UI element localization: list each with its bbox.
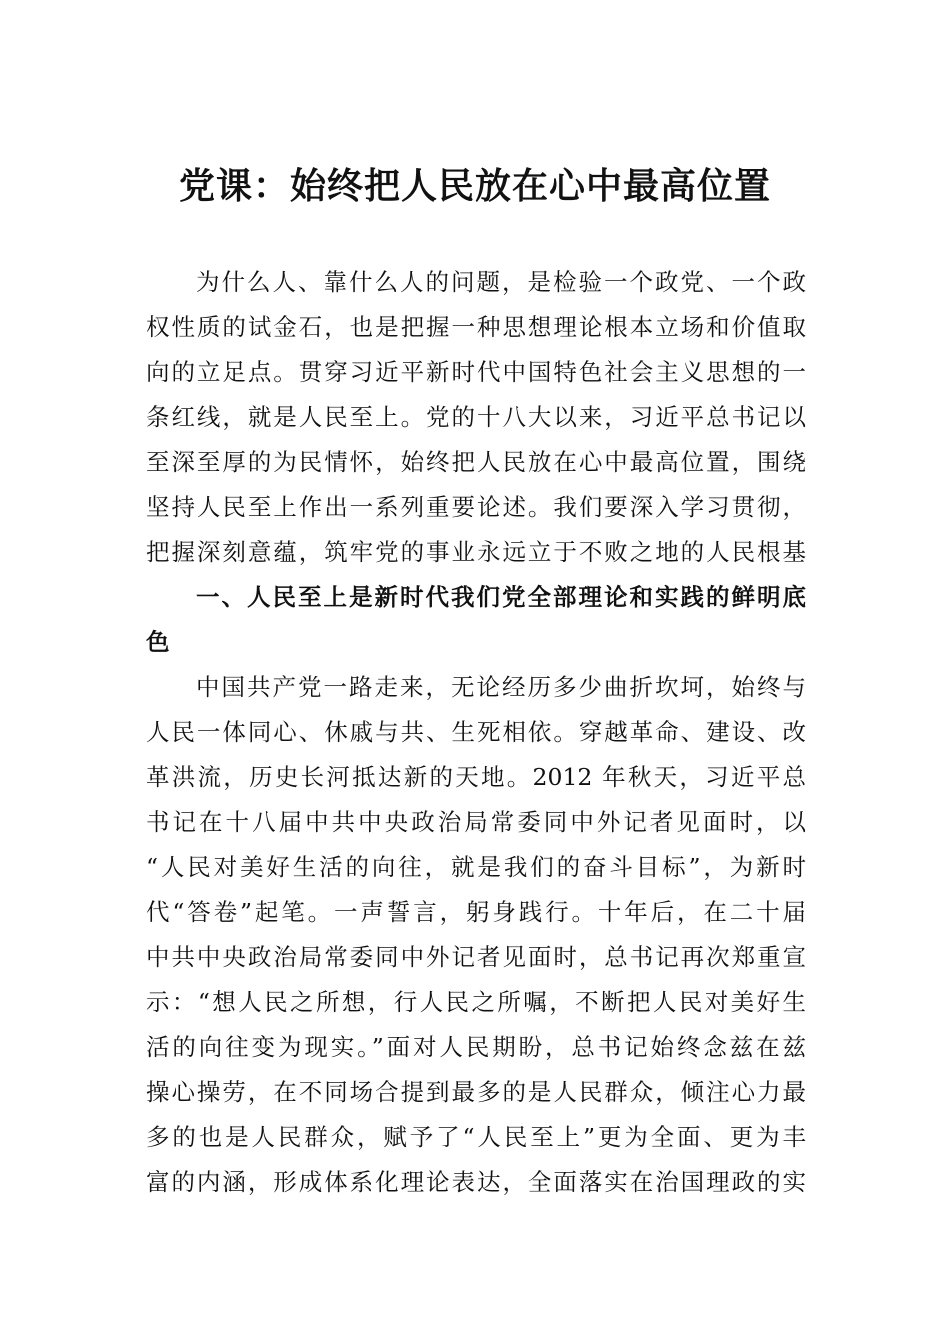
section-heading [146, 575, 806, 665]
text-line: 把握深刻意蕴，筑牢党的事业永远立于不败之地的人民根基 [146, 538, 806, 566]
heading-line: 色 [146, 628, 170, 656]
text-line: 革洪流，历史长河抵达新的天地。2012 年秋天，习近平总 [146, 763, 806, 791]
text-line: 权性质的试金石，也是把握一种思想理论根本立场和价值取 [146, 313, 806, 341]
text-line: 中国共产党一路走来，无论经历多少曲折坎坷，始终与 [196, 673, 806, 701]
intro-paragraph [146, 260, 806, 575]
text-line: 条红线，就是人民至上。党的十八大以来，习近平总书记以 [146, 403, 806, 431]
document-title: 党课：始终把人民放在心中最高位置 [178, 165, 771, 207]
text-line: 坚持人民至上作出一系列重要论述。我们要深入学习贯彻， [146, 493, 806, 521]
text-line: 至深至厚的为民情怀，始终把人民放在心中最高位置，围绕 [146, 448, 806, 476]
text-line: 活的向往变为现实。”面对人民期盼，总书记始终念兹在兹 [146, 1033, 806, 1061]
document-body [146, 260, 806, 1205]
text-line: 人民一体同心、休戚与共、生死相依。穿越革命、建设、改 [146, 718, 806, 746]
text-line: 中共中央政治局常委同中外记者见面时，总书记再次郑重宣 [146, 943, 806, 971]
text-line: 示：“想人民之所想，行人民之所嘱，不断把人民对美好生 [146, 988, 806, 1016]
text-line: 书记在十八届中共中央政治局常委同中外记者见面时，以 [146, 808, 806, 836]
text-line: 为什么人、靠什么人的问题，是检验一个政党、一个政 [196, 268, 806, 296]
text-line: 操心操劳，在不同场合提到最多的是人民群众，倾注心力最 [146, 1078, 806, 1106]
text-line: “人民对美好生活的向往，就是我们的奋斗目标”，为新时 [146, 853, 806, 881]
text-line: 富的内涵，形成体系化理论表达，全面落实在治国理政的实 [146, 1168, 806, 1196]
section-paragraph [146, 665, 806, 1205]
text-line: 代“答卷”起笔。一声誓言，躬身践行。十年后，在二十届 [146, 898, 806, 926]
text-line: 多的也是人民群众，赋予了“人民至上”更为全面、更为丰 [146, 1123, 806, 1151]
text-line: 向的立足点。贯穿习近平新时代中国特色社会主义思想的一 [146, 358, 806, 386]
heading-line: 一、人民至上是新时代我们党全部理论和实践的鲜明底 [196, 583, 806, 611]
